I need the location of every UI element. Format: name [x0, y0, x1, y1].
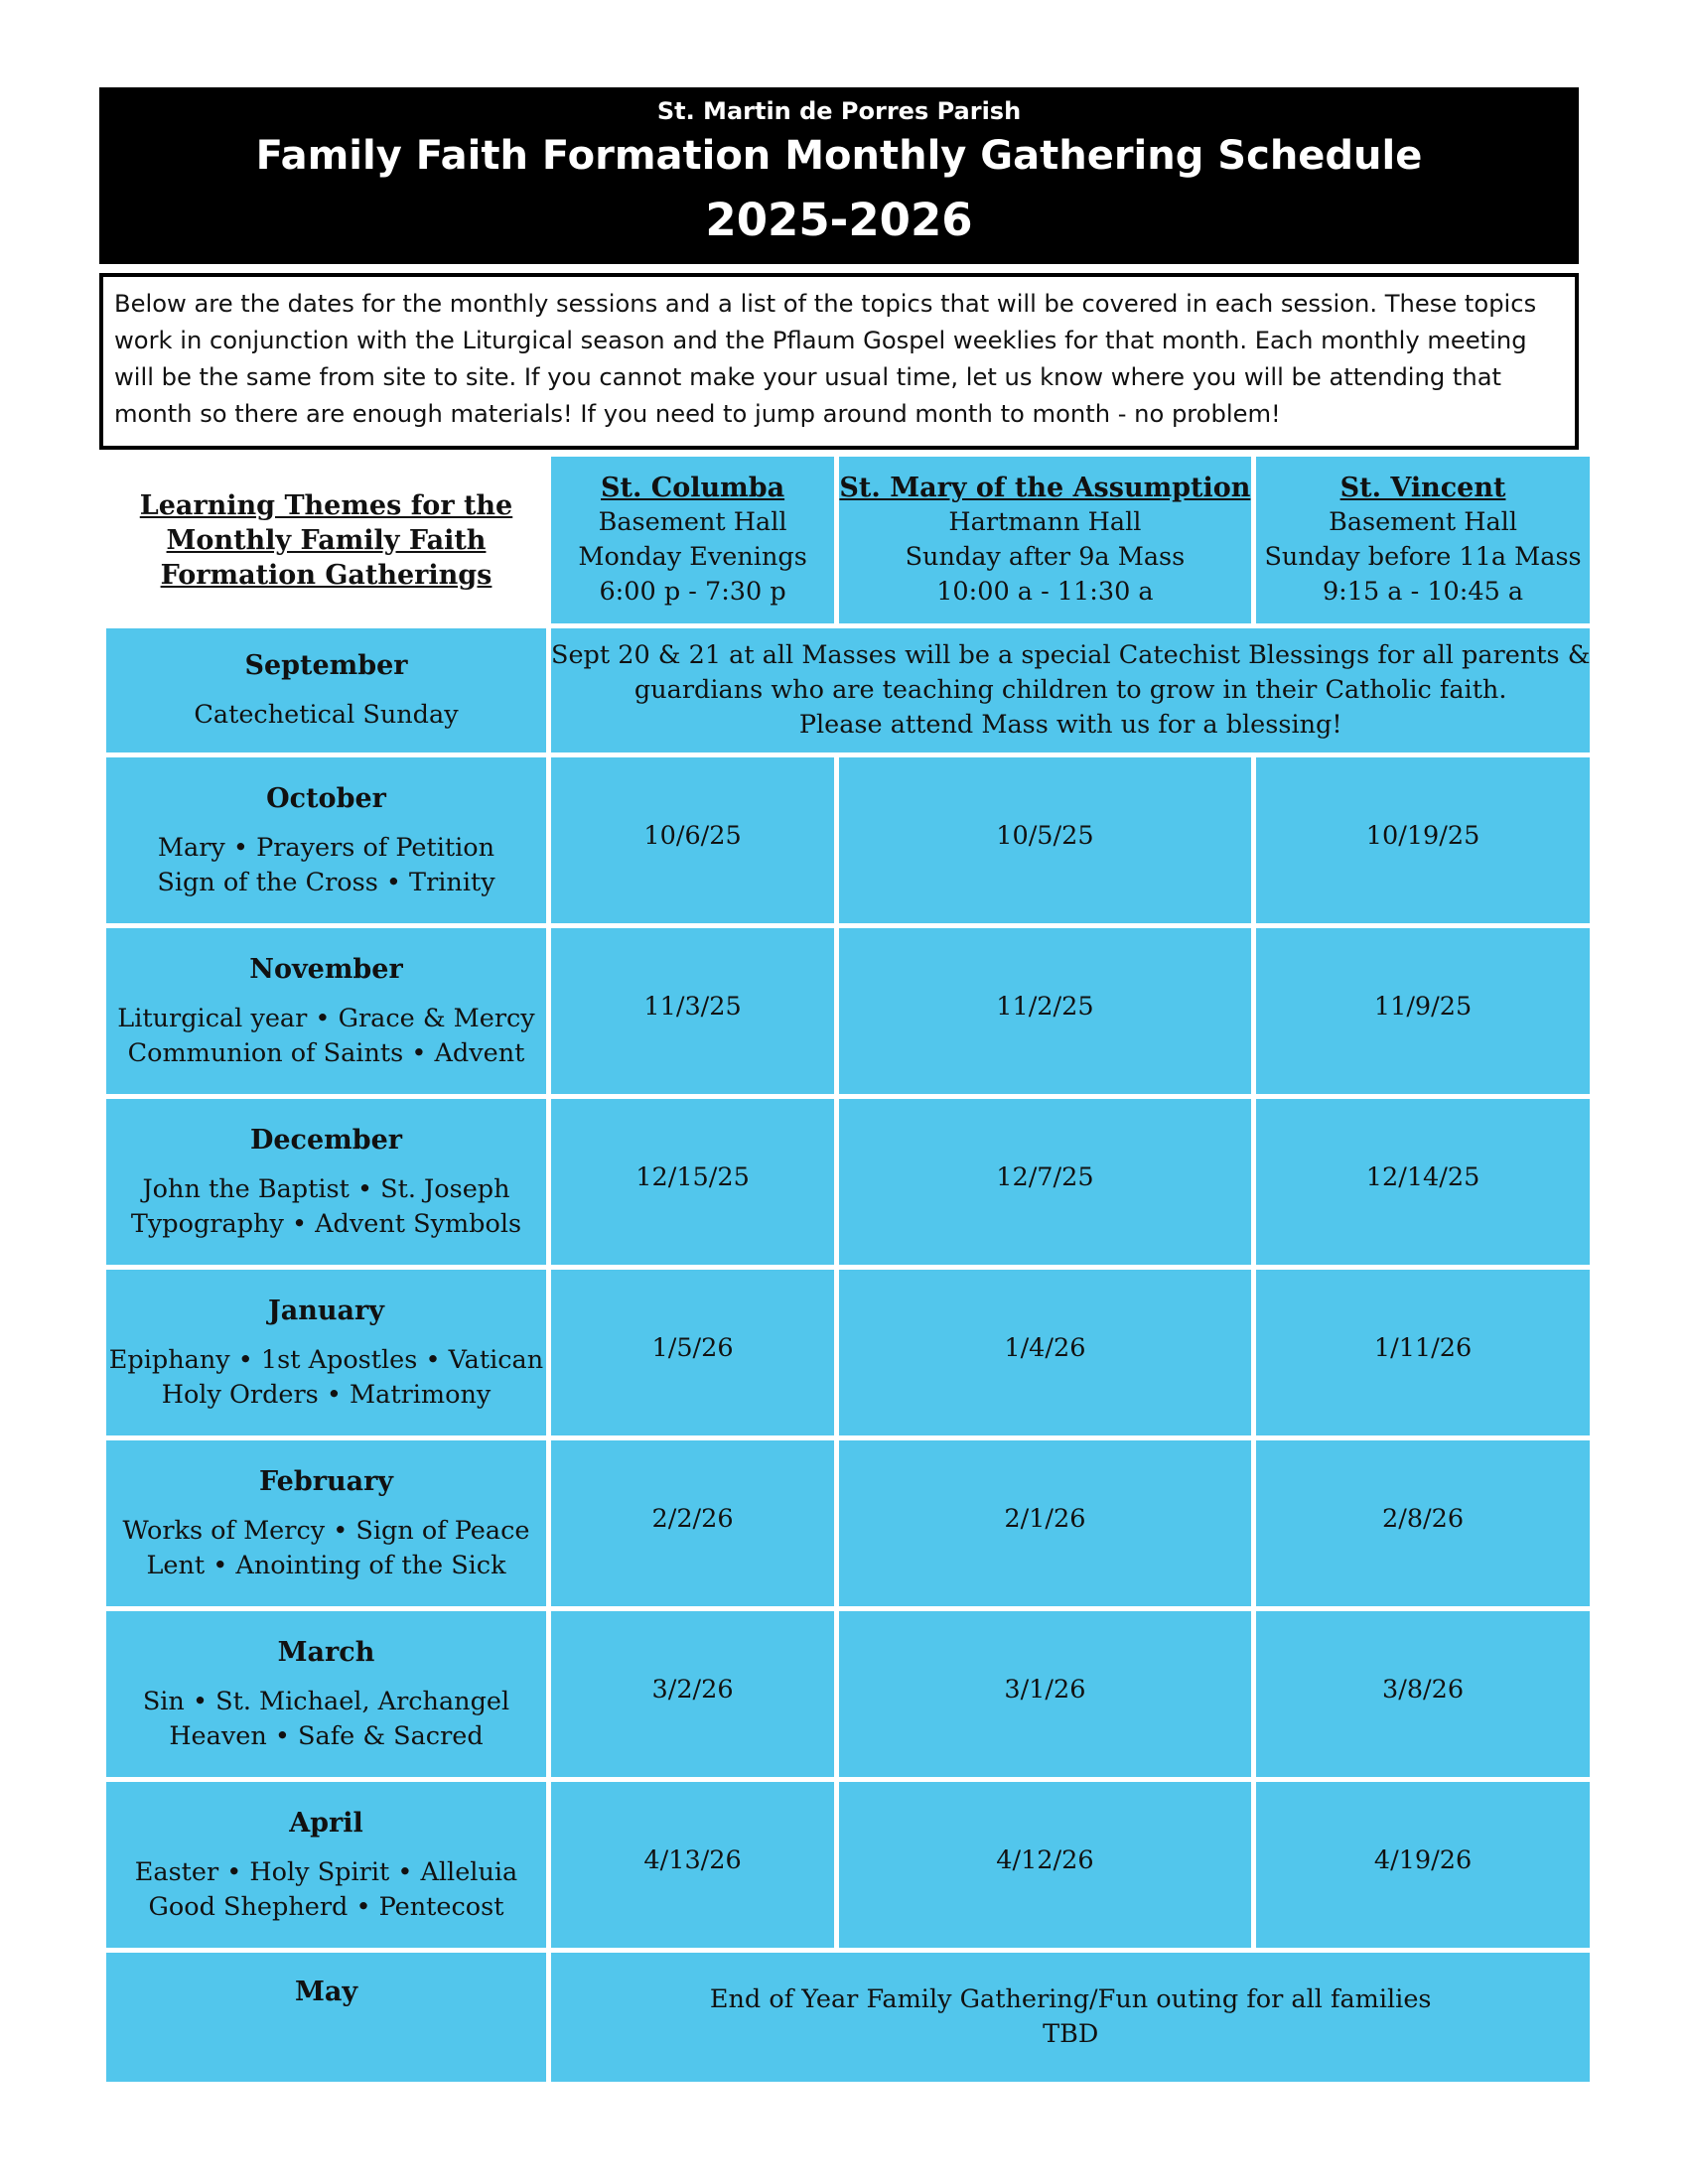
date-st-vincent: 12/14/25: [1256, 1099, 1591, 1265]
month-topic: John the Baptist • St. Joseph: [142, 1173, 510, 1204]
schedule-row-february: [106, 1440, 1590, 1606]
date-st-columba: 11/3/25: [551, 928, 834, 1094]
month-name: January: [268, 1295, 384, 1326]
note-line: guardians who are teaching children to grow in their Catholic faith.: [633, 675, 1507, 705]
note-line: Sept 20 & 21 at all Masses will be a special Catechist Blessings for all parents &: [551, 640, 1591, 670]
month-topic: Epiphany • 1st Apostles • Vatican: [108, 1344, 544, 1375]
themes-header-line: Learning Themes for the: [139, 489, 513, 521]
site-header-st-columba: [551, 457, 834, 623]
month-name: October: [266, 782, 386, 814]
month-name: May: [294, 1977, 358, 2007]
month-cell: [106, 757, 546, 923]
site-name: St. Mary of the Assumption: [839, 473, 1251, 503]
parish-name: St. Martin de Porres Parish: [656, 97, 1022, 125]
date-st-columba: 4/13/26: [551, 1782, 834, 1948]
month-name: February: [258, 1465, 393, 1497]
month-name: April: [289, 1807, 363, 1839]
date-st-mary: 12/7/25: [839, 1099, 1251, 1265]
month-name: September: [244, 650, 408, 681]
month-cell: [106, 1099, 546, 1265]
school-year: 2025-2026: [705, 194, 973, 246]
date-st-columba: 10/6/25: [551, 757, 834, 923]
month-topic: Sign of the Cross • Trinity: [157, 867, 495, 897]
themes-header: [106, 488, 546, 593]
schedule-table: [101, 452, 1595, 2087]
themes-header-line: Formation Gatherings: [160, 559, 492, 591]
date-st-mary: 1/4/26: [839, 1270, 1251, 1435]
intro-paragraph: [99, 273, 1579, 450]
month-cell: [106, 628, 546, 752]
schedule-row-december: [106, 1099, 1590, 1265]
schedule-row-april: [106, 1782, 1590, 1948]
month-name: March: [277, 1636, 375, 1668]
date-st-mary: 11/2/25: [839, 928, 1251, 1094]
date-st-vincent: 10/19/25: [1256, 757, 1591, 923]
month-topic: Easter • Holy Spirit • Alleluia: [134, 1856, 518, 1887]
date-st-columba: 2/2/26: [551, 1440, 834, 1606]
note-line: Please attend Mass with us for a blessing!: [798, 710, 1342, 740]
site-day: Monday Evenings: [578, 542, 807, 572]
site-location: Hartmann Hall: [948, 507, 1142, 537]
themes-header-cell: [106, 457, 546, 623]
date-st-vincent: 3/8/26: [1256, 1611, 1591, 1777]
note-line: End of Year Family Gathering/Fun outing for all families: [709, 1984, 1432, 2014]
month-cell: [106, 1953, 546, 2082]
site-header-st-vincent: [1256, 457, 1591, 623]
schedule-row-october: [106, 757, 1590, 923]
month-cell: [106, 1782, 546, 1948]
month-cell: [106, 928, 546, 1094]
schedule-header-row: [106, 457, 1590, 623]
schedule-row-may: [106, 1953, 1590, 2082]
intro-line: work in conjunction with the Liturgical season and the Pflaum Gospel weeklies for that month. Each monthly meeting: [114, 327, 1527, 354]
date-st-columba: 12/15/25: [551, 1099, 834, 1265]
site-location: Basement Hall: [598, 507, 787, 537]
month-topic: Communion of Saints • Advent: [127, 1037, 525, 1068]
month-topic: Good Shepherd • Pentecost: [148, 1891, 504, 1922]
site-time: 9:15 a - 10:45 a: [1322, 577, 1524, 607]
month-topic: Works of Mercy • Sign of Peace: [122, 1515, 530, 1546]
schedule-row-november: [106, 928, 1590, 1094]
schedule-row-january: [106, 1270, 1590, 1435]
month-topic: Typography • Advent Symbols: [130, 1208, 522, 1239]
page-title: Family Faith Formation Monthly Gathering Schedule: [255, 133, 1423, 179]
month-topic: Heaven • Safe & Sacred: [169, 1720, 484, 1751]
intro-line: month so there are enough materials! If you need to jump around month to month - no problem!: [114, 400, 1281, 428]
site-name: St. Vincent: [1339, 473, 1506, 503]
date-st-mary: 10/5/25: [839, 757, 1251, 923]
month-topic: Holy Orders • Matrimony: [161, 1379, 492, 1410]
site-time: 6:00 p - 7:30 p: [599, 577, 786, 607]
site-name: St. Columba: [601, 473, 785, 503]
date-st-vincent: 2/8/26: [1256, 1440, 1591, 1606]
month-cell: [106, 1611, 546, 1777]
month-name: November: [249, 953, 403, 985]
month-topic: Sin • St. Michael, Archangel: [142, 1686, 510, 1716]
site-location: Basement Hall: [1329, 507, 1517, 537]
schedule-row-march: [106, 1611, 1590, 1777]
date-st-mary: 4/12/26: [839, 1782, 1251, 1948]
month-topic: Lent • Anointing of the Sick: [146, 1550, 506, 1580]
month-topic: Mary • Prayers of Petition: [157, 832, 495, 863]
month-topic: Liturgical year • Grace & Mercy: [117, 1003, 535, 1033]
month-cell: [106, 1440, 546, 1606]
site-time: 10:00 a - 11:30 a: [936, 577, 1154, 607]
schedule-row-september: [106, 628, 1590, 752]
page-header: [99, 87, 1579, 264]
intro-line: Below are the dates for the monthly sessions and a list of the topics that will be covered in each session. These topics: [114, 290, 1537, 318]
site-day: Sunday before 11a Mass: [1264, 542, 1582, 572]
site-day: Sunday after 9a Mass: [905, 542, 1186, 572]
september-note: [551, 628, 1590, 752]
date-st-vincent: 1/11/26: [1256, 1270, 1591, 1435]
date-st-columba: 3/2/26: [551, 1611, 834, 1777]
may-note: [551, 1953, 1590, 2082]
month-name: December: [249, 1124, 403, 1156]
date-st-columba: 1/5/26: [551, 1270, 834, 1435]
site-header-st-mary: [839, 457, 1251, 623]
date-st-vincent: 11/9/25: [1256, 928, 1591, 1094]
date-st-mary: 2/1/26: [839, 1440, 1251, 1606]
note-line: TBD: [1043, 2019, 1099, 2049]
themes-header-line: Monthly Family Faith: [166, 524, 487, 556]
month-cell: [106, 1270, 546, 1435]
intro-line: will be the same from site to site. If you cannot make your usual time, let us know where you will be attending that: [114, 363, 1502, 391]
month-topic: Catechetical Sunday: [194, 700, 459, 730]
date-st-vincent: 4/19/26: [1256, 1782, 1591, 1948]
date-st-mary: 3/1/26: [839, 1611, 1251, 1777]
